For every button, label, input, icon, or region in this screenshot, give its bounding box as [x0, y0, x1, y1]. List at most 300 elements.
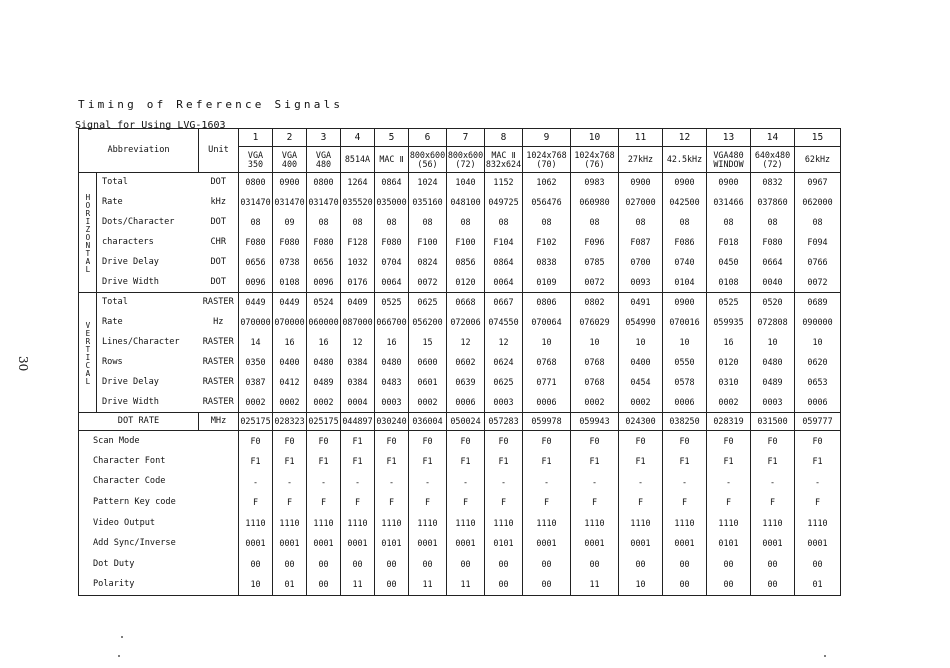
mode-row-unit: [199, 472, 239, 493]
mode-value: F: [485, 492, 523, 513]
abbreviation-line: 800x600: [409, 149, 446, 160]
mode-value: 00: [273, 554, 307, 575]
vertical-value: 0489: [307, 373, 341, 393]
horizontal-value: 0864: [485, 253, 523, 273]
abbreviation-line: MAC Ⅱ: [491, 149, 516, 160]
column-number: 9: [523, 129, 571, 147]
abbreviation-line: 800x600: [447, 149, 484, 160]
abbreviation-line: (72): [455, 158, 476, 169]
vertical-row-unit: RASTER: [199, 333, 239, 353]
mode-value: 00: [307, 554, 341, 575]
vertical-value: 16: [307, 333, 341, 353]
mode-value: F: [307, 492, 341, 513]
horizontal-value: 056476: [523, 193, 571, 213]
mode-value: F0: [447, 431, 485, 452]
abbreviation-line: VGA: [315, 149, 332, 160]
mode-value: -: [341, 472, 375, 493]
abbreviation-line: 27kHz: [627, 154, 654, 165]
page-title: Timing of Reference Signals: [78, 98, 344, 111]
vertical-value: 0002: [273, 393, 307, 413]
horizontal-value: 1040: [447, 173, 485, 193]
horizontal-value: 08: [707, 213, 751, 233]
mode-value: 00: [751, 554, 795, 575]
mode-value: 0001: [751, 533, 795, 554]
mode-value: 00: [485, 575, 523, 596]
horizontal-value: 0040: [751, 273, 795, 293]
vertical-value: 0667: [485, 293, 523, 313]
horizontal-value: 09: [273, 213, 307, 233]
mode-value: 1110: [273, 513, 307, 534]
vertical-value: 090000: [795, 313, 841, 333]
horizontal-value: 027000: [619, 193, 663, 213]
vertical-value: 10: [571, 333, 619, 353]
vertical-value: 0480: [751, 353, 795, 373]
horizontal-value: 08: [485, 213, 523, 233]
vertical-value: 0003: [485, 393, 523, 413]
mode-value: F1: [341, 431, 375, 452]
horizontal-value: 08: [795, 213, 841, 233]
mode-value: F1: [571, 451, 619, 472]
horizontal-value: 0656: [307, 253, 341, 273]
abbreviation-line: MAC Ⅱ: [379, 154, 404, 165]
vertical-value: 0384: [341, 373, 375, 393]
horizontal-row-name: Total: [97, 173, 199, 193]
mode-value: 1110: [307, 513, 341, 534]
unit-header: Unit: [199, 129, 239, 173]
column-abbreviation: [239, 147, 273, 173]
mode-value: F1: [523, 451, 571, 472]
horizontal-value: 0967: [795, 173, 841, 193]
vertical-value: 10: [523, 333, 571, 353]
vertical-value: 0449: [273, 293, 307, 313]
mode-value: 0001: [795, 533, 841, 554]
vertical-value: 0002: [307, 393, 341, 413]
column-number: 8: [485, 129, 523, 147]
horizontal-value: 1152: [485, 173, 523, 193]
vertical-value: 12: [341, 333, 375, 353]
mode-value: 00: [619, 554, 663, 575]
horizontal-value: F080: [751, 233, 795, 253]
abbreviation-line: 640x480: [754, 149, 791, 160]
horizontal-value: 035160: [409, 193, 447, 213]
dot-rate-value: 059777: [795, 413, 841, 431]
dot-rate-value: 028319: [707, 413, 751, 431]
mode-value: 1110: [409, 513, 447, 534]
mode-row-unit: [199, 575, 239, 596]
vertical-value: 0668: [447, 293, 485, 313]
dot-rate-value: 024300: [619, 413, 663, 431]
vertical-value: 0002: [707, 393, 751, 413]
vertical-value: 0384: [341, 353, 375, 373]
abbreviation-header: Abbreviation: [79, 129, 199, 173]
mode-row-name: Video Output: [79, 513, 199, 534]
column-abbreviation: [619, 147, 663, 173]
mode-value: 0001: [619, 533, 663, 554]
mode-value: F: [707, 492, 751, 513]
mode-value: 0001: [523, 533, 571, 554]
horizontal-value: F100: [447, 233, 485, 253]
horizontal-value: 1062: [523, 173, 571, 193]
mode-value: 01: [273, 575, 307, 596]
horizontal-value: F100: [409, 233, 447, 253]
mode-value: F1: [341, 451, 375, 472]
mode-value: F1: [751, 451, 795, 472]
horizontal-value: 1024: [409, 173, 447, 193]
mode-value: 00: [751, 575, 795, 596]
mode-value: F1: [795, 451, 841, 472]
mode-value: 00: [663, 575, 707, 596]
vertical-row-name: Drive Width: [97, 393, 199, 413]
column-number: 14: [751, 129, 795, 147]
horizontal-value: 0983: [571, 173, 619, 193]
mode-value: 0101: [375, 533, 409, 554]
horizontal-value: 0108: [707, 273, 751, 293]
vertical-value: 0620: [795, 353, 841, 373]
vertical-value: 0412: [273, 373, 307, 393]
horizontal-value: 08: [571, 213, 619, 233]
mode-value: 00: [239, 554, 273, 575]
mode-value: F0: [619, 431, 663, 452]
vertical-row-name: Rate: [102, 316, 123, 327]
horizontal-value: 0108: [273, 273, 307, 293]
horizontal-value: 0450: [707, 253, 751, 273]
mode-row-name: Scan Mode: [79, 431, 199, 452]
horizontal-value: 031470: [273, 193, 307, 213]
vertical-value: 0689: [795, 293, 841, 313]
timing-table: [78, 128, 841, 596]
mode-value: 00: [707, 554, 751, 575]
horizontal-value: 0656: [239, 253, 273, 273]
column-abbreviation: [375, 147, 409, 173]
horizontal-value: 08: [523, 213, 571, 233]
mode-row-unit: [199, 513, 239, 534]
mode-value: F0: [707, 431, 751, 452]
mode-value: 00: [375, 575, 409, 596]
mode-row-unit: [199, 431, 239, 452]
column-abbreviation: [523, 147, 571, 173]
mode-value: 1110: [485, 513, 523, 534]
mode-value: 00: [707, 575, 751, 596]
horizontal-value: 0800: [307, 173, 341, 193]
abbreviation-line: (70): [536, 158, 557, 169]
vertical-value: 060000: [307, 313, 341, 333]
mode-value: 1110: [619, 513, 663, 534]
mode-value: F: [375, 492, 409, 513]
mode-value: F1: [375, 451, 409, 472]
column-number: 12: [663, 129, 707, 147]
mode-value: 0001: [409, 533, 447, 554]
mode-value: 00: [307, 575, 341, 596]
vertical-value: 0004: [341, 393, 375, 413]
vertical-value: 0768: [571, 373, 619, 393]
vertical-value: 0806: [523, 293, 571, 313]
mode-row-name: Add Sync/Inverse: [79, 533, 199, 554]
horizontal-value: F094: [795, 233, 841, 253]
mode-value: -: [663, 472, 707, 493]
vertical-value: 0602: [447, 353, 485, 373]
horizontal-value: 08: [447, 213, 485, 233]
mode-value: 1110: [523, 513, 571, 534]
vertical-value: 0006: [523, 393, 571, 413]
mode-value: 00: [409, 554, 447, 575]
mode-value: F: [273, 492, 307, 513]
horizontal-value: 0120: [447, 273, 485, 293]
vertical-row-unit: RASTER: [199, 373, 239, 393]
horizontal-row-name: Drive Delay: [102, 256, 159, 267]
vertical-value: 0449: [239, 293, 273, 313]
vertical-value: 059935: [707, 313, 751, 333]
abbreviation-line: (76): [584, 158, 605, 169]
horizontal-value: F128: [341, 233, 375, 253]
vertical-value: 074550: [485, 313, 523, 333]
dot-rate-value: 059978: [523, 413, 571, 431]
horizontal-row-name: Drive Width: [97, 273, 199, 293]
dot-rate-value: 044897: [341, 413, 375, 431]
mode-value: F: [795, 492, 841, 513]
mode-value: 1110: [663, 513, 707, 534]
vertical-value: 070064: [523, 313, 571, 333]
mode-value: 00: [447, 554, 485, 575]
vertical-value: 0310: [707, 373, 751, 393]
vertical-value: 0002: [409, 393, 447, 413]
vertical-value: 072006: [447, 313, 485, 333]
mode-value: 11: [409, 575, 447, 596]
horizontal-value: 060980: [571, 193, 619, 213]
vertical-value: 0454: [619, 373, 663, 393]
vertical-value: 0400: [273, 353, 307, 373]
mode-value: 0001: [273, 533, 307, 554]
mode-value: -: [523, 472, 571, 493]
vertical-value: 0601: [409, 373, 447, 393]
horizontal-value: 0104: [663, 273, 707, 293]
mode-value: F0: [375, 431, 409, 452]
mode-value: 0001: [307, 533, 341, 554]
vertical-value: 0550: [663, 353, 707, 373]
mode-value: 1110: [795, 513, 841, 534]
horizontal-value: 0824: [409, 253, 447, 273]
vertical-value: 0003: [375, 393, 409, 413]
horizontal-value: 048100: [447, 193, 485, 213]
vertical-value: 0491: [619, 293, 663, 313]
horizontal-value: 08: [341, 213, 375, 233]
mode-value: 11: [571, 575, 619, 596]
vertical-row-unit: RASTER: [199, 293, 239, 313]
horizontal-row-unit: kHz: [199, 193, 239, 213]
vertical-value: 0625: [485, 373, 523, 393]
abbreviation-line: VGA480: [713, 149, 744, 160]
mode-value: -: [273, 472, 307, 493]
vertical-value: 0002: [571, 393, 619, 413]
mode-value: 1110: [447, 513, 485, 534]
vertical-value: 070016: [663, 313, 707, 333]
horizontal-value: 0664: [751, 253, 795, 273]
mode-value: 0001: [341, 533, 375, 554]
mode-row-name: Dot Duty: [79, 554, 199, 575]
mode-row-name: Polarity: [79, 575, 199, 596]
vertical-value: 0625: [409, 293, 447, 313]
horizontal-value: 049725: [485, 193, 523, 213]
horizontal-value: F087: [619, 233, 663, 253]
horizontal-value: F080: [239, 233, 273, 253]
horizontal-value: F080: [273, 233, 307, 253]
vertical-value: 0006: [795, 393, 841, 413]
mode-value: 0001: [447, 533, 485, 554]
page-number: 30: [16, 356, 30, 372]
horizontal-value: 0740: [663, 253, 707, 273]
dot-rate-value: 031500: [751, 413, 795, 431]
dot-rate-unit: MHz: [199, 413, 239, 431]
mode-value: 00: [663, 554, 707, 575]
mode-value: F1: [239, 451, 273, 472]
horizontal-value: 0738: [273, 253, 307, 273]
column-number: 2: [273, 129, 307, 147]
mode-value: 1110: [707, 513, 751, 534]
abbreviation-line: 400: [281, 158, 298, 169]
dot-rate-value: 025175: [307, 413, 341, 431]
abbreviation-line: (72): [762, 158, 783, 169]
mode-value: F1: [447, 451, 485, 472]
vertical-value: 0525: [375, 293, 409, 313]
vertical-value: 0002: [239, 393, 273, 413]
vertical-value: 12: [485, 333, 523, 353]
horizontal-value: 062000: [795, 193, 841, 213]
mode-row-name: Character Font: [79, 451, 199, 472]
abbreviation-line: 62kHz: [804, 154, 831, 165]
column-number: 5: [375, 129, 409, 147]
mode-value: F0: [795, 431, 841, 452]
vertical-value: 0400: [619, 353, 663, 373]
mode-value: F0: [523, 431, 571, 452]
mode-value: 1110: [375, 513, 409, 534]
vertical-row-name: Lines/Character: [102, 336, 180, 347]
column-number: 13: [707, 129, 751, 147]
vertical-value: 070000: [239, 313, 273, 333]
dot-rate-value: 059943: [571, 413, 619, 431]
horizontal-value: 0096: [307, 273, 341, 293]
column-abbreviation: [663, 147, 707, 173]
vertical-row-unit: Hz: [199, 313, 239, 333]
horizontal-value: F018: [707, 233, 751, 253]
horizontal-row-unit: CHR: [199, 233, 239, 253]
vertical-value: 0003: [751, 393, 795, 413]
vertical-row-name: Total: [97, 293, 199, 313]
vertical-value: 076029: [571, 313, 619, 333]
vertical-value: 16: [375, 333, 409, 353]
dot-rate-value: 036004: [409, 413, 447, 431]
vertical-value: 16: [273, 333, 307, 353]
abbreviation-line: WINDOW: [713, 158, 744, 169]
dot-rate-value: 025175: [239, 413, 273, 431]
horizontal-value: 08: [239, 213, 273, 233]
horizontal-row-name: characters: [102, 236, 154, 247]
mode-value: -: [239, 472, 273, 493]
horizontal-row-unit: DOT: [199, 213, 239, 233]
vertical-value: 0639: [447, 373, 485, 393]
column-number: 6: [409, 129, 447, 147]
mode-value: F1: [619, 451, 663, 472]
mode-value: F0: [571, 431, 619, 452]
horizontal-row-unit: DOT: [199, 253, 239, 273]
vertical-value: 16: [707, 333, 751, 353]
horizontal-row-name: Dots/Character: [102, 216, 175, 227]
mode-value: 00: [485, 554, 523, 575]
vertical-value: 0771: [523, 373, 571, 393]
horizontal-value: 035000: [375, 193, 409, 213]
horizontal-value: 08: [307, 213, 341, 233]
dot-rate-value: 038250: [663, 413, 707, 431]
abbreviation-line: VGA: [247, 149, 264, 160]
horizontal-value: 037860: [751, 193, 795, 213]
vertical-row-unit: RASTER: [199, 353, 239, 373]
vertical-value: 0350: [239, 353, 273, 373]
horizontal-value: 0072: [795, 273, 841, 293]
mode-value: F: [619, 492, 663, 513]
horizontal-value: F102: [523, 233, 571, 253]
dot-rate-value: 050024: [447, 413, 485, 431]
abbreviation-line: 8514A: [344, 154, 371, 165]
horizontal-value: 0900: [707, 173, 751, 193]
horizontal-value: 035520: [341, 193, 375, 213]
dot-rate-label: DOT RATE: [79, 413, 199, 431]
mode-value: F: [751, 492, 795, 513]
horizontal-value: F104: [485, 233, 523, 253]
horizontal-value: 0176: [341, 273, 375, 293]
mode-value: F0: [273, 431, 307, 452]
vertical-value: 15: [409, 333, 447, 353]
horizontal-value: 0064: [375, 273, 409, 293]
vertical-value: 0768: [523, 353, 571, 373]
vertical-row-unit: RASTER: [199, 393, 239, 413]
horizontal-value: 031466: [707, 193, 751, 213]
mode-value: F0: [751, 431, 795, 452]
horizontal-value: 0900: [273, 173, 307, 193]
mode-value: F0: [307, 431, 341, 452]
vertical-section-label: VERTICAL: [79, 293, 97, 413]
mode-value: -: [571, 472, 619, 493]
vertical-value: 0006: [663, 393, 707, 413]
mode-value: F1: [409, 451, 447, 472]
horizontal-value: 0838: [523, 253, 571, 273]
mode-value: F: [523, 492, 571, 513]
horizontal-value: 0766: [795, 253, 841, 273]
mode-value: 0001: [663, 533, 707, 554]
vertical-value: 0006: [447, 393, 485, 413]
vertical-value: 0489: [751, 373, 795, 393]
column-number: 15: [795, 129, 841, 147]
mode-value: -: [409, 472, 447, 493]
abbreviation-line: (56): [417, 158, 438, 169]
mode-value: -: [307, 472, 341, 493]
mode-value: -: [619, 472, 663, 493]
vertical-value: 0802: [571, 293, 619, 313]
column-number: 7: [447, 129, 485, 147]
mode-value: 1110: [341, 513, 375, 534]
mode-row-unit: [199, 533, 239, 554]
dot-rate-value: 057283: [485, 413, 523, 431]
column-abbreviation: [751, 147, 795, 173]
mode-value: 10: [619, 575, 663, 596]
vertical-value: 0624: [485, 353, 523, 373]
vertical-value: 054990: [619, 313, 663, 333]
vertical-value: 10: [751, 333, 795, 353]
vertical-value: 0600: [409, 353, 447, 373]
mode-value: 00: [375, 554, 409, 575]
horizontal-value: 0064: [485, 273, 523, 293]
mode-value: 0001: [571, 533, 619, 554]
column-abbreviation: [485, 147, 523, 173]
mode-value: 1110: [239, 513, 273, 534]
mode-value: 01: [795, 575, 841, 596]
